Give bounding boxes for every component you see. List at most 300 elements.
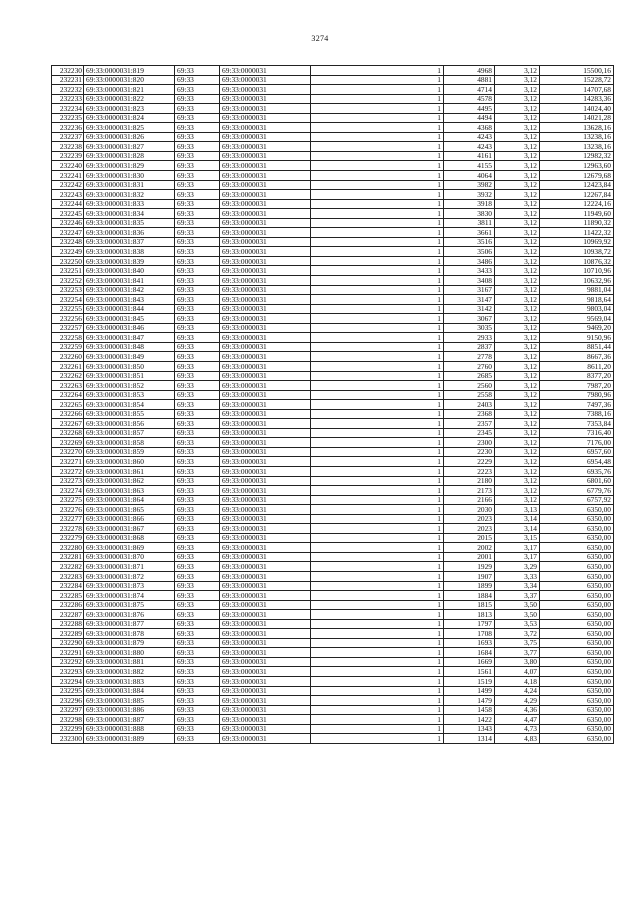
cadastral-number-cell: 69:33:0000031:872 [84,571,175,581]
table-row [52,514,614,524]
district-code-cell: 69:33 [175,677,220,687]
area-cell: 2030 [444,505,495,515]
area-cell: 2558 [444,390,495,400]
district-code-cell: 69:33 [175,295,220,305]
cadastral-number-cell: 69:33:0000031:851 [84,371,175,381]
area-cell: 3811 [444,218,495,228]
area-cell: 2173 [444,486,495,496]
quarter-code-cell: 69:33:0000031 [220,724,311,734]
count-cell: 1 [311,591,444,601]
table-row [52,113,614,123]
record-number-cell: 232244 [52,199,84,209]
record-number-cell: 232255 [52,304,84,314]
rate-cell: 3,12 [495,447,540,457]
value-cell: 10710,96 [540,266,614,276]
record-number-cell: 232294 [52,677,84,687]
rate-cell: 3,12 [495,400,540,410]
count-cell: 1 [311,75,444,85]
value-cell: 11890,32 [540,218,614,228]
area-cell: 2166 [444,495,495,505]
district-code-cell: 69:33 [175,228,220,238]
value-cell: 6350,00 [540,505,614,515]
cadastral-number-cell: 69:33:0000031:849 [84,352,175,362]
cadastral-number-cell: 69:33:0000031:869 [84,543,175,553]
table-row [52,390,614,400]
rate-cell: 3,12 [495,276,540,286]
rate-cell: 3,12 [495,151,540,161]
rate-cell: 3,12 [495,333,540,343]
table-row [52,342,614,352]
record-number-cell: 232236 [52,123,84,133]
quarter-code-cell: 69:33:0000031 [220,218,311,228]
record-number-cell: 232235 [52,113,84,123]
value-cell: 6350,00 [540,667,614,677]
count-cell: 1 [311,657,444,667]
area-cell: 2001 [444,552,495,562]
district-code-cell: 69:33 [175,256,220,266]
count-cell: 1 [311,237,444,247]
record-number-cell: 232260 [52,352,84,362]
table-row [52,237,614,247]
district-code-cell: 69:33 [175,657,220,667]
area-cell: 4578 [444,94,495,104]
cadastral-number-cell: 69:33:0000031:858 [84,438,175,448]
rate-cell: 4,83 [495,734,540,744]
area-cell: 1797 [444,619,495,629]
district-code-cell: 69:33 [175,94,220,104]
table-row [52,190,614,200]
area-cell: 3506 [444,247,495,257]
quarter-code-cell: 69:33:0000031 [220,610,311,620]
value-cell: 8851,44 [540,342,614,352]
record-number-cell: 232258 [52,333,84,343]
table-row [52,323,614,333]
district-code-cell: 69:33 [175,409,220,419]
rate-cell: 3,12 [495,390,540,400]
district-code-cell: 69:33 [175,209,220,219]
count-cell: 1 [311,390,444,400]
value-cell: 6350,00 [540,619,614,629]
quarter-code-cell: 69:33:0000031 [220,123,311,133]
district-code-cell: 69:33 [175,247,220,257]
cadastral-number-cell: 69:33:0000031:824 [84,113,175,123]
district-code-cell: 69:33 [175,190,220,200]
quarter-code-cell: 69:33:0000031 [220,524,311,534]
rate-cell: 3,53 [495,619,540,629]
count-cell: 1 [311,409,444,419]
table-row [52,85,614,95]
cadastral-number-cell: 69:33:0000031:863 [84,486,175,496]
cadastral-number-cell: 69:33:0000031:874 [84,591,175,601]
record-number-cell: 232254 [52,295,84,305]
rate-cell: 3,12 [495,304,540,314]
district-code-cell: 69:33 [175,342,220,352]
district-code-cell: 69:33 [175,199,220,209]
district-code-cell: 69:33 [175,161,220,171]
area-cell: 2230 [444,447,495,457]
rate-cell: 3,12 [495,295,540,305]
count-cell: 1 [311,132,444,142]
count-cell: 1 [311,171,444,181]
count-cell: 1 [311,438,444,448]
cadastral-number-cell: 69:33:0000031:878 [84,629,175,639]
count-cell: 1 [311,256,444,266]
area-cell: 2300 [444,438,495,448]
table-row [52,361,614,371]
table-row [52,142,614,152]
table-row [52,256,614,266]
rate-cell: 3,12 [495,94,540,104]
count-cell: 1 [311,161,444,171]
district-code-cell: 69:33 [175,629,220,639]
count-cell: 1 [311,400,444,410]
area-cell: 2837 [444,342,495,352]
quarter-code-cell: 69:33:0000031 [220,705,311,715]
record-number-cell: 232269 [52,438,84,448]
cadastral-number-cell: 69:33:0000031:822 [84,94,175,104]
quarter-code-cell: 69:33:0000031 [220,457,311,467]
area-cell: 1669 [444,657,495,667]
quarter-code-cell: 69:33:0000031 [220,276,311,286]
district-code-cell: 69:33 [175,266,220,276]
rate-cell: 3,12 [495,256,540,266]
rate-cell: 3,80 [495,657,540,667]
record-number-cell: 232298 [52,715,84,725]
quarter-code-cell: 69:33:0000031 [220,151,311,161]
quarter-code-cell: 69:33:0000031 [220,619,311,629]
table-row [52,276,614,286]
value-cell: 11949,60 [540,209,614,219]
table-row [52,66,614,76]
table-row [52,667,614,677]
value-cell: 6350,00 [540,514,614,524]
table-row [52,657,614,667]
cadastral-number-cell: 69:33:0000031:855 [84,409,175,419]
count-cell: 1 [311,295,444,305]
cadastral-number-cell: 69:33:0000031:887 [84,715,175,725]
area-cell: 2403 [444,400,495,410]
value-cell: 14021,28 [540,113,614,123]
quarter-code-cell: 69:33:0000031 [220,571,311,581]
quarter-code-cell: 69:33:0000031 [220,94,311,104]
quarter-code-cell: 69:33:0000031 [220,314,311,324]
count-cell: 1 [311,419,444,429]
rate-cell: 3,12 [495,381,540,391]
table-row [52,352,614,362]
record-number-cell: 232259 [52,342,84,352]
cadastral-number-cell: 69:33:0000031:879 [84,638,175,648]
quarter-code-cell: 69:33:0000031 [220,190,311,200]
count-cell: 1 [311,333,444,343]
area-cell: 3932 [444,190,495,200]
district-code-cell: 69:33 [175,66,220,76]
district-code-cell: 69:33 [175,533,220,543]
record-number-cell: 232243 [52,190,84,200]
count-cell: 1 [311,466,444,476]
record-number-cell: 232272 [52,466,84,476]
register-table [51,65,614,744]
table-row [52,505,614,515]
table-row [52,285,614,295]
table-row [52,438,614,448]
table-row [52,151,614,161]
area-cell: 3142 [444,304,495,314]
count-cell: 1 [311,266,444,276]
cadastral-number-cell: 69:33:0000031:860 [84,457,175,467]
count-cell: 1 [311,123,444,133]
value-cell: 6350,00 [540,600,614,610]
value-cell: 6350,00 [540,638,614,648]
record-number-cell: 232251 [52,266,84,276]
district-code-cell: 69:33 [175,419,220,429]
cadastral-number-cell: 69:33:0000031:828 [84,151,175,161]
area-cell: 1343 [444,724,495,734]
value-cell: 9818,64 [540,295,614,305]
value-cell: 9569,04 [540,314,614,324]
district-code-cell: 69:33 [175,400,220,410]
table-row [52,75,614,85]
cadastral-number-cell: 69:33:0000031:877 [84,619,175,629]
rate-cell: 3,12 [495,142,540,152]
cadastral-number-cell: 69:33:0000031:888 [84,724,175,734]
rate-cell: 3,12 [495,371,540,381]
record-number-cell: 232300 [52,734,84,744]
district-code-cell: 69:33 [175,696,220,706]
rate-cell: 3,12 [495,85,540,95]
value-cell: 6350,00 [540,696,614,706]
table-row [52,581,614,591]
table-row [52,428,614,438]
value-cell: 10938,72 [540,247,614,257]
table-row [52,552,614,562]
rate-cell: 3,12 [495,466,540,476]
count-cell: 1 [311,180,444,190]
area-cell: 1422 [444,715,495,725]
value-cell: 9881,04 [540,285,614,295]
record-number-cell: 232274 [52,486,84,496]
record-number-cell: 232278 [52,524,84,534]
value-cell: 6350,00 [540,686,614,696]
quarter-code-cell: 69:33:0000031 [220,696,311,706]
rate-cell: 4,29 [495,696,540,706]
table-row [52,562,614,572]
value-cell: 11422,32 [540,228,614,238]
value-cell: 6350,00 [540,657,614,667]
quarter-code-cell: 69:33:0000031 [220,266,311,276]
quarter-code-cell: 69:33:0000031 [220,476,311,486]
value-cell: 6350,00 [540,524,614,534]
district-code-cell: 69:33 [175,276,220,286]
record-number-cell: 232246 [52,218,84,228]
value-cell: 7987,20 [540,381,614,391]
count-cell: 1 [311,562,444,572]
quarter-code-cell: 69:33:0000031 [220,171,311,181]
record-number-cell: 232296 [52,696,84,706]
area-cell: 3035 [444,323,495,333]
area-cell: 1693 [444,638,495,648]
district-code-cell: 69:33 [175,686,220,696]
table-row [52,486,614,496]
value-cell: 14283,36 [540,94,614,104]
value-cell: 6350,00 [540,571,614,581]
rate-cell: 3,50 [495,610,540,620]
cadastral-number-cell: 69:33:0000031:845 [84,314,175,324]
cadastral-number-cell: 69:33:0000031:843 [84,295,175,305]
value-cell: 15228,72 [540,75,614,85]
count-cell: 1 [311,495,444,505]
quarter-code-cell: 69:33:0000031 [220,85,311,95]
page-number: 3274 [311,34,329,43]
record-number-cell: 232241 [52,171,84,181]
table-row [52,686,614,696]
rate-cell: 3,12 [495,247,540,257]
rate-cell: 3,12 [495,323,540,333]
count-cell: 1 [311,104,444,114]
quarter-code-cell: 69:33:0000031 [220,256,311,266]
table-row [52,400,614,410]
district-code-cell: 69:33 [175,495,220,505]
cadastral-number-cell: 69:33:0000031:826 [84,132,175,142]
area-cell: 1479 [444,696,495,706]
record-number-cell: 232297 [52,705,84,715]
rate-cell: 3,12 [495,66,540,76]
rate-cell: 3,12 [495,104,540,114]
rate-cell: 3,12 [495,495,540,505]
record-number-cell: 232286 [52,600,84,610]
district-code-cell: 69:33 [175,466,220,476]
table-row [52,533,614,543]
quarter-code-cell: 69:33:0000031 [220,75,311,85]
cadastral-number-cell: 69:33:0000031:856 [84,419,175,429]
area-cell: 4161 [444,151,495,161]
table-row [52,266,614,276]
record-number-cell: 232230 [52,66,84,76]
record-number-cell: 232295 [52,686,84,696]
rate-cell: 3,75 [495,638,540,648]
count-cell: 1 [311,533,444,543]
area-cell: 1314 [444,734,495,744]
quarter-code-cell: 69:33:0000031 [220,132,311,142]
quarter-code-cell: 69:33:0000031 [220,638,311,648]
district-code-cell: 69:33 [175,237,220,247]
rate-cell: 3,12 [495,457,540,467]
table-row [52,104,614,114]
count-cell: 1 [311,686,444,696]
cadastral-number-cell: 69:33:0000031:852 [84,381,175,391]
district-code-cell: 69:33 [175,667,220,677]
rate-cell: 3,15 [495,533,540,543]
table-row [52,132,614,142]
rate-cell: 3,17 [495,552,540,562]
quarter-code-cell: 69:33:0000031 [220,677,311,687]
district-code-cell: 69:33 [175,304,220,314]
area-cell: 1708 [444,629,495,639]
rate-cell: 3,12 [495,486,540,496]
district-code-cell: 69:33 [175,476,220,486]
district-code-cell: 69:33 [175,734,220,744]
cadastral-number-cell: 69:33:0000031:883 [84,677,175,687]
cadastral-number-cell: 69:33:0000031:885 [84,696,175,706]
district-code-cell: 69:33 [175,600,220,610]
cadastral-number-cell: 69:33:0000031:868 [84,533,175,543]
table-row [52,94,614,104]
cadastral-number-cell: 69:33:0000031:884 [84,686,175,696]
value-cell: 6350,00 [540,610,614,620]
record-number-cell: 232231 [52,75,84,85]
record-number-cell: 232242 [52,180,84,190]
value-cell: 12982,32 [540,151,614,161]
value-cell: 13238,16 [540,142,614,152]
table-row [52,228,614,238]
quarter-code-cell: 69:33:0000031 [220,66,311,76]
area-cell: 2023 [444,514,495,524]
value-cell: 6350,00 [540,677,614,687]
area-cell: 1519 [444,677,495,687]
district-code-cell: 69:33 [175,724,220,734]
area-cell: 4714 [444,85,495,95]
table-row [52,715,614,725]
area-cell: 4968 [444,66,495,76]
count-cell: 1 [311,638,444,648]
register-table-body [52,66,614,744]
district-code-cell: 69:33 [175,171,220,181]
table-row [52,466,614,476]
record-number-cell: 232285 [52,591,84,601]
cadastral-number-cell: 69:33:0000031:881 [84,657,175,667]
table-row [52,648,614,658]
value-cell: 6350,00 [540,648,614,658]
rate-cell: 3,12 [495,352,540,362]
table-row [52,171,614,181]
value-cell: 6779,76 [540,486,614,496]
table-row [52,409,614,419]
rate-cell: 3,12 [495,180,540,190]
cadastral-number-cell: 69:33:0000031:875 [84,600,175,610]
value-cell: 9469,20 [540,323,614,333]
table-row [52,610,614,620]
count-cell: 1 [311,85,444,95]
cadastral-number-cell: 69:33:0000031:859 [84,447,175,457]
record-number-cell: 232276 [52,505,84,515]
area-cell: 3408 [444,276,495,286]
cadastral-number-cell: 69:33:0000031:886 [84,705,175,715]
area-cell: 3918 [444,199,495,209]
count-cell: 1 [311,94,444,104]
rate-cell: 3,12 [495,113,540,123]
record-number-cell: 232232 [52,85,84,95]
value-cell: 10876,32 [540,256,614,266]
rate-cell: 3,12 [495,342,540,352]
area-cell: 4368 [444,123,495,133]
table-row [52,734,614,744]
district-code-cell: 69:33 [175,75,220,85]
cadastral-number-cell: 69:33:0000031:827 [84,142,175,152]
record-number-cell: 232256 [52,314,84,324]
record-number-cell: 232280 [52,543,84,553]
table-row [52,495,614,505]
count-cell: 1 [311,648,444,658]
district-code-cell: 69:33 [175,180,220,190]
count-cell: 1 [311,352,444,362]
area-cell: 4243 [444,142,495,152]
area-cell: 3982 [444,180,495,190]
quarter-code-cell: 69:33:0000031 [220,543,311,553]
count-cell: 1 [311,190,444,200]
record-number-cell: 232250 [52,256,84,266]
value-cell: 6350,00 [540,724,614,734]
quarter-code-cell: 69:33:0000031 [220,419,311,429]
table-row [52,218,614,228]
